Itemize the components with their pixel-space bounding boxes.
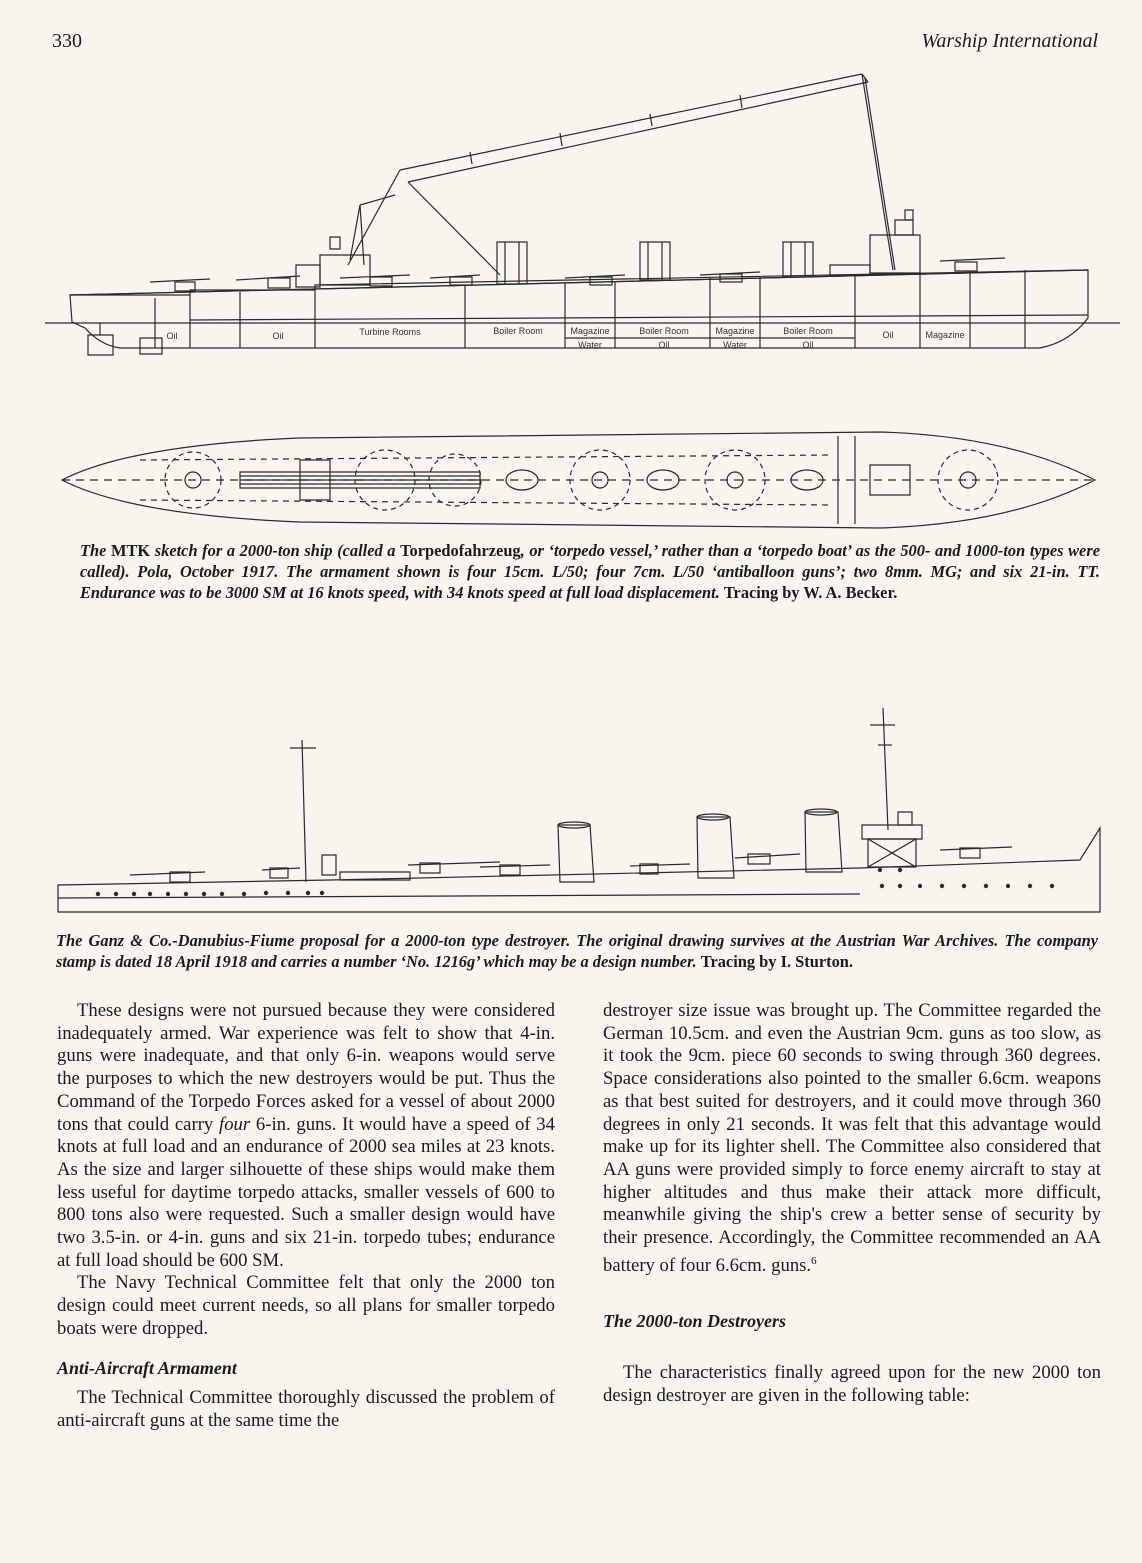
compartment-label: Boiler Room (639, 326, 689, 336)
paragraph: The Technical Committee thoroughly discussed the problem of anti-aircraft guns at the same time the (57, 1387, 555, 1431)
compartment-label: Oil (802, 340, 814, 350)
paragraph: These designs were not pursued because they were considered inadequately armed. War experience was felt to show that 4-in. guns were inadequate, and that only 6-in. weapons would serve the purposes to which the new destroyers would be put. Thus the Command of the Torpedo Forces asked for a vessel of about 2000 tons that could carry four 6-in. guns. It would have a speed of 34 knots at full load and an endurance of 2000 sea miles at 23 knots. As the size and larger silhouette of these ships would make them less useful for daytime torpedo attacks, smaller vessels of 600 to 800 tons also were requested. Such a smaller design would have two 3.5-in. or 4-in. guns and six 21-in. torpedo tubes; endurance at full load should be 600 SM. (57, 1000, 555, 1271)
compartment-label: Water (578, 340, 602, 350)
paragraph: destroyer size issue was brought up. The Committee regarded the German 10.5cm. and even the Austrian 9cm. guns as too slow, as it took the 9cm. piece 60 seconds to swing through 360 degrees. Space considerations also pointed to the smaller 6.6cm. weapons as that best suited for destroyers, and it could move through 360 degrees in only 21 seconds. It was felt that this advantage would make up for its lighter shell. The Committee also considered that AA guns were provided simply to force enemy aircraft to stay at higher altitudes and thus make their attack more difficult, meanwhile giving the ship's crew a better sense of security by their presence. Accordingly, the Committee recommended an AA battery of four 6.6cm. guns.$^6$ (603, 1000, 1101, 1276)
figure2-caption: The Ganz & Co.-Danubius-Fiume proposal for a 2000-ton type destroyer. The original drawing survives at the Austrian War Archives. The company stamp is dated 18 April 1918 and carries a number ‘No. 1216g’ which may be a design number. Tracing by I. Sturton. (56, 931, 1098, 971)
compartment-label: Oil (272, 331, 284, 341)
paragraph: The characteristics finally agreed upon for the new 2000 ton design destroyer are given in the following table: (603, 1362, 1101, 1407)
compartment-label: Oil (658, 340, 670, 350)
journal-title: Warship International (921, 30, 1098, 52)
bridge (862, 812, 922, 867)
plan-view (62, 432, 1095, 528)
right-column (603, 1000, 1101, 1408)
compartment-label: Turbine Rooms (359, 327, 421, 337)
ganz-destroyer-drawing (0, 700, 1142, 925)
paragraph: The Navy Technical Committee felt that only the 2000 ton design could meet current needs, so all plans for smaller torpedo boats were dropped. (57, 1272, 555, 1339)
compartment-label: Water (723, 340, 747, 350)
compartment-label: Magazine (570, 326, 610, 336)
compartment-label: Oil (882, 330, 894, 340)
section-heading: Anti-Aircraft Armament (57, 1357, 237, 1378)
hull-profile (58, 828, 1100, 912)
compartment-label: Boiler Room (493, 326, 543, 336)
compartment-label: Boiler Room (783, 326, 833, 336)
compartment-label: Magazine (925, 330, 965, 340)
compartment-label: Oil (166, 331, 178, 341)
footnote-ref: 6 (811, 1254, 817, 1267)
deck-guns (130, 847, 1012, 882)
page-number: 330 (52, 30, 82, 52)
compartment-label: Magazine (715, 326, 755, 336)
foremast (302, 740, 306, 882)
section-heading: The 2000-ton Destroyers (603, 1310, 786, 1331)
left-column (57, 1000, 555, 1433)
figure1-caption: The MTK sketch for a 2000-ton ship (called a Torpedofahrzeug, or ‘torpedo vessel,’ rather than a ‘torpedo boat’ as the 500- and 1000-ton types were called). Pola, October 1917. The armament shown is four 15cm. L/50; four 7cm. L/50 ‘antiballoon guns’; two 8mm. MG; and six 21-in. TT. Endurance was to be 3000 SM at 16 knots speed, with 34 knots speed at full load displacement. Tracing by W. A. Becker. (80, 541, 1100, 602)
mainmast (883, 708, 888, 830)
propellers (88, 323, 162, 355)
mtk-ship-drawing (0, 60, 1142, 535)
